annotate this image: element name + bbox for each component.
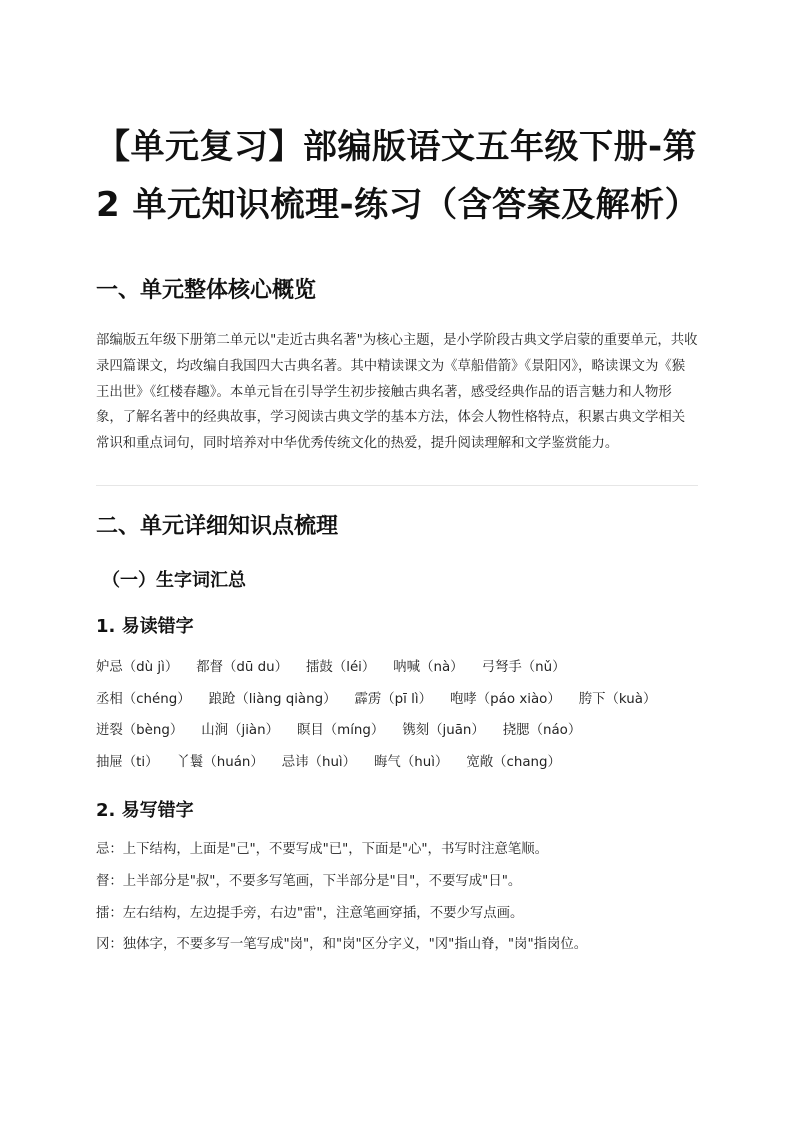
document-title: 【单元复习】部编版语文五年级下册-第 2 单元知识梳理-练习（含答案及解析） <box>96 127 700 225</box>
word-item: 宽敞（chang） <box>466 754 561 770</box>
word-item: 妒忌（dù jì） <box>96 659 179 675</box>
word-item: 都督（dū du） <box>196 659 289 675</box>
word-item: 丫鬟（huán） <box>176 754 264 770</box>
word-item: 丞相（chéng） <box>96 691 191 707</box>
subheading-miswritten-characters: 2. 易写错字 <box>96 800 194 822</box>
word-item: 咆哮（páo xiào） <box>450 691 561 707</box>
subheading-mispronounced-characters: 1. 易读错字 <box>96 615 194 637</box>
mispronounced-word-list <box>96 652 698 778</box>
word-item: 胯下（kuà） <box>578 691 657 707</box>
section-heading-overview: 一、单元整体核心概览 <box>96 278 317 303</box>
word-item: 镌刻（juān） <box>402 723 485 739</box>
word-item: 迸裂（bèng） <box>96 723 184 739</box>
word-row <box>96 715 698 747</box>
miswritten-character-notes <box>96 834 698 960</box>
word-item: 晦气（huì） <box>374 754 449 770</box>
section-divider <box>96 485 698 486</box>
word-item: 忌讳（huì） <box>281 754 357 770</box>
word-item: 抽屉（ti） <box>96 754 159 770</box>
word-item: 擂鼓（léi） <box>306 659 376 675</box>
word-item: 山涧（jiàn） <box>201 723 279 739</box>
word-item: 呐喊（nà） <box>393 659 464 675</box>
word-item: 瞑目（míng） <box>297 723 385 739</box>
word-item: 挠腮（náo） <box>502 723 582 739</box>
character-note: 督：上半部分是"叔"，不要多写笔画，下半部分是"目"，不要写成"日"。 <box>96 873 522 889</box>
word-item: 踉跄（liàng qiàng） <box>208 691 337 707</box>
overview-paragraph: 部编版五年级下册第二单元以"走近古典名著"为核心主题，是小学阶段古典文学启蒙的重要单元，共收录四篇课文，均改编自我国四大古典名著。其中精读课文为《草船借箭》《景阳冈》，略读课文为《猴王出世》《红楼春趣》。本单元旨在引导学生初步接触古典名著，感受经典作品的语言魅力和人物形象，了解名著中的经典故事，学习阅读古典文学的基本方法，体会人物性格特点，积累古典文学相关常识和重点词句，同时培养对中华优秀传统文化的热爱，提升阅读理解和文学鉴赏能力。 <box>96 333 698 452</box>
word-row <box>96 747 698 779</box>
word-item: 霹雳（pī lì） <box>354 691 432 707</box>
subsection-heading-vocabulary: （一）生字词汇总 <box>102 569 246 591</box>
word-row <box>96 684 698 716</box>
word-row <box>96 652 698 684</box>
word-item: 弓弩手（nǔ） <box>481 659 566 675</box>
character-note: 冈：独体字，不要多写一笔写成"岗"，和"岗"区分字义，"冈"指山脊，"岗"指岗位。 <box>96 937 588 953</box>
character-note: 忌：上下结构，上面是"己"，不要写成"已"，下面是"心"，书写时注意笔顺。 <box>96 842 549 858</box>
section-heading-details: 二、单元详细知识点梳理 <box>96 513 339 539</box>
character-note: 擂：左右结构，左边提手旁，右边"雷"，注意笔画穿插，不要少写点画。 <box>96 905 524 921</box>
